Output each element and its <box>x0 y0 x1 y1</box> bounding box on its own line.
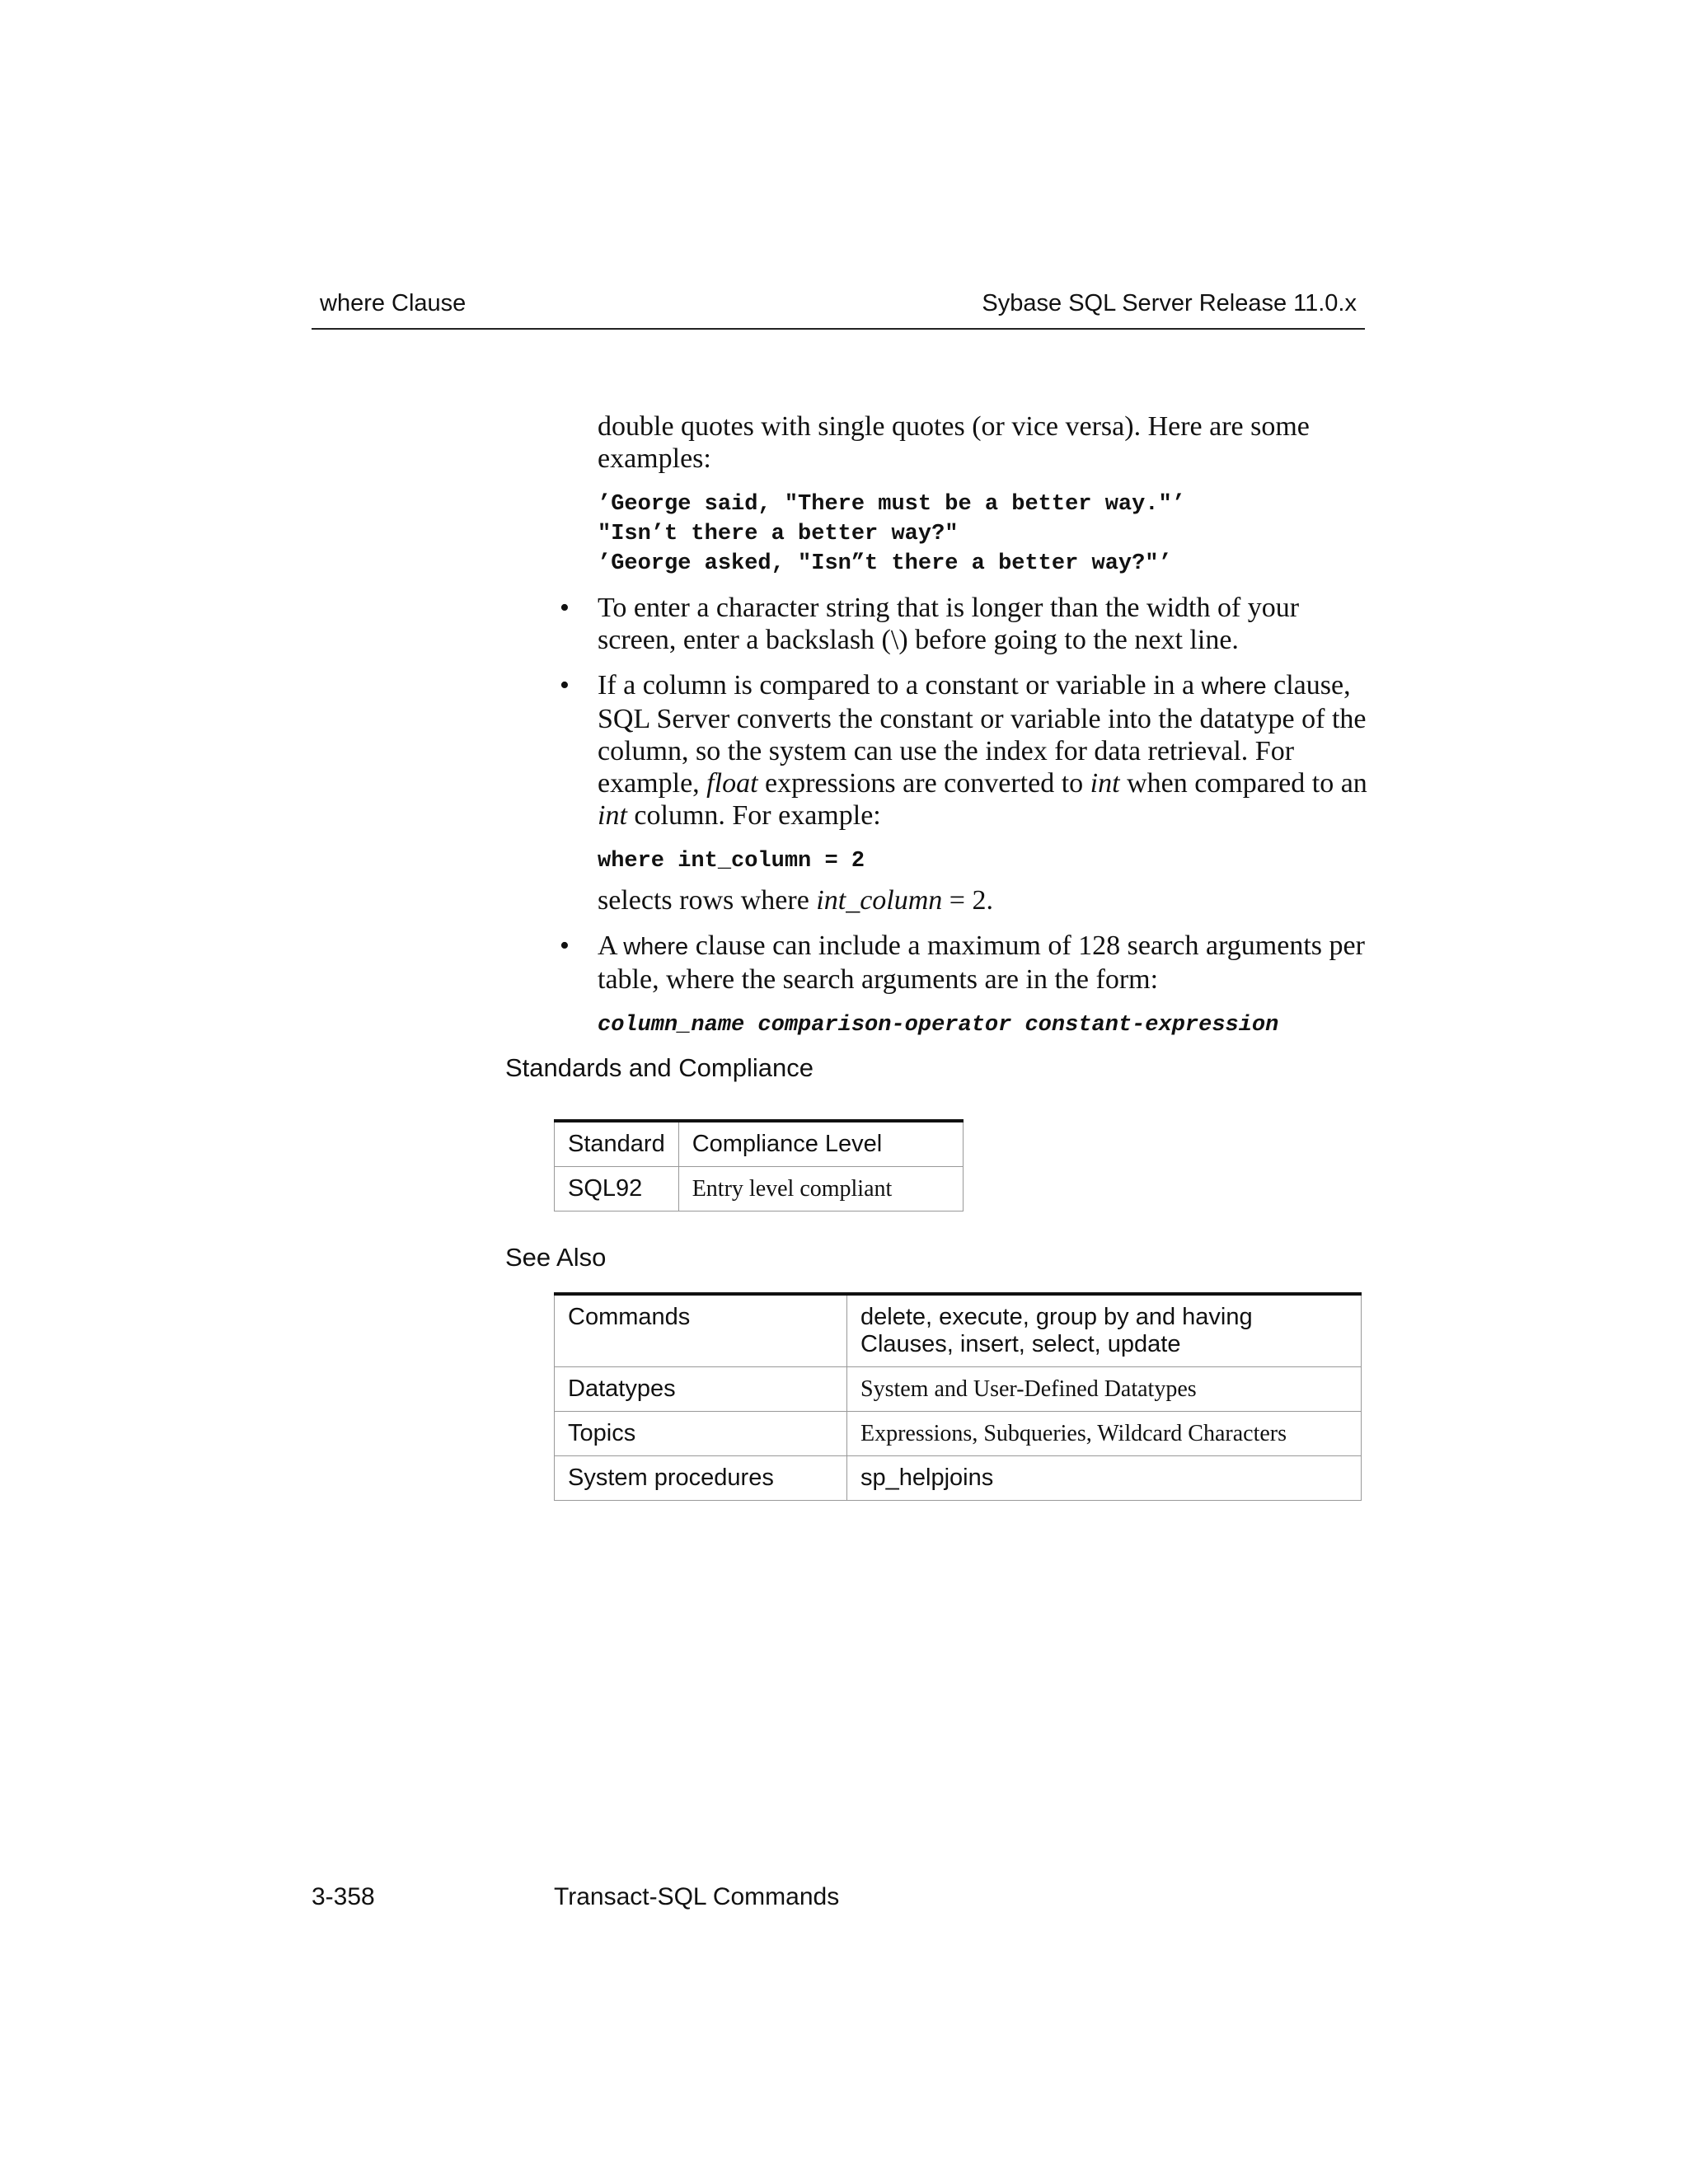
table-cell: System procedures <box>555 1456 847 1501</box>
quote-examples-code: ’George said, "There must be a better way."’ "Isn’t there a better way?" ’George asked, "Isn”t there a better way?"’ <box>598 492 1185 576</box>
footer-title: Transact-SQL Commands <box>554 1883 840 1910</box>
bullet-item-backslash <box>560 592 1372 656</box>
term-int: int <box>598 800 627 831</box>
term-int-column: int_column <box>816 885 943 916</box>
table-cell: Datatypes <box>555 1367 847 1412</box>
body-text <box>560 410 1372 1040</box>
search-arg-form-code: column_name comparison-operator constant-expression <box>598 1013 1279 1038</box>
bullet-list <box>560 592 1372 1040</box>
table-row <box>555 1167 964 1212</box>
table-row <box>555 1456 1362 1501</box>
where-example-code: where int_column = 2 <box>598 849 865 874</box>
page-number: 3-358 <box>312 1883 375 1910</box>
bullet-marker: • <box>560 593 570 623</box>
table-cell: Commands <box>555 1294 847 1367</box>
bullet-marker: • <box>560 670 570 701</box>
table-row <box>555 1294 1362 1367</box>
see-also-heading: See Also <box>505 1243 607 1272</box>
term-int: int <box>1090 768 1120 799</box>
keyword-where: where <box>1201 673 1267 700</box>
bullet-marker: • <box>560 930 570 961</box>
table-row <box>555 1412 1362 1456</box>
see-also-table <box>554 1292 1362 1501</box>
standards-heading: Standards and Compliance <box>505 1053 814 1082</box>
bullet-text: A where clause can include a maximum of 128 search arguments per table, where the search arguments are in the form: <box>598 930 1365 995</box>
table-cell: sp_helpjoins <box>847 1456 1362 1501</box>
standards-table <box>554 1119 964 1212</box>
table-cell: Entry level compliant <box>678 1167 963 1212</box>
selects-rows-text: selects rows where int_column = 2. <box>598 885 993 916</box>
table-cell: Topics <box>555 1412 847 1456</box>
table-cell: delete, execute, group by and having Clauses, insert, select, update <box>847 1294 1362 1367</box>
running-header <box>312 290 1365 330</box>
term-float: float <box>706 768 758 799</box>
keyword-where: where <box>623 934 689 960</box>
bullet-text: To enter a character string that is longer than the width of your screen, enter a backslash (\) before going to the next line. <box>598 593 1300 655</box>
table-cell: SQL92 <box>555 1167 679 1212</box>
table-cell: System and User-Defined Datatypes <box>847 1367 1362 1412</box>
table-row <box>555 1367 1362 1412</box>
header-section-title: where Clause <box>320 290 467 316</box>
table-header-cell: Standard <box>555 1121 679 1167</box>
table-header-cell: Compliance Level <box>678 1121 963 1167</box>
table-cell: Expressions, Subqueries, Wildcard Characters <box>847 1412 1362 1456</box>
bullet-item-search-args <box>560 930 1372 1040</box>
header-product-title: Sybase SQL Server Release 11.0.x <box>982 290 1357 316</box>
bullet-item-conversion <box>560 669 1372 916</box>
table-header-row <box>555 1121 964 1167</box>
intro-paragraph: double quotes with single quotes (or vice versa). Here are some examples: <box>598 411 1310 474</box>
bullet-text: If a column is compared to a constant or variable in a where clause, SQL Server converts the constant or variable into the datatype of the column, so the system can use the index for data retrieval. For example, float expressions are converted to int when compared to an int column. For example: <box>598 670 1367 831</box>
